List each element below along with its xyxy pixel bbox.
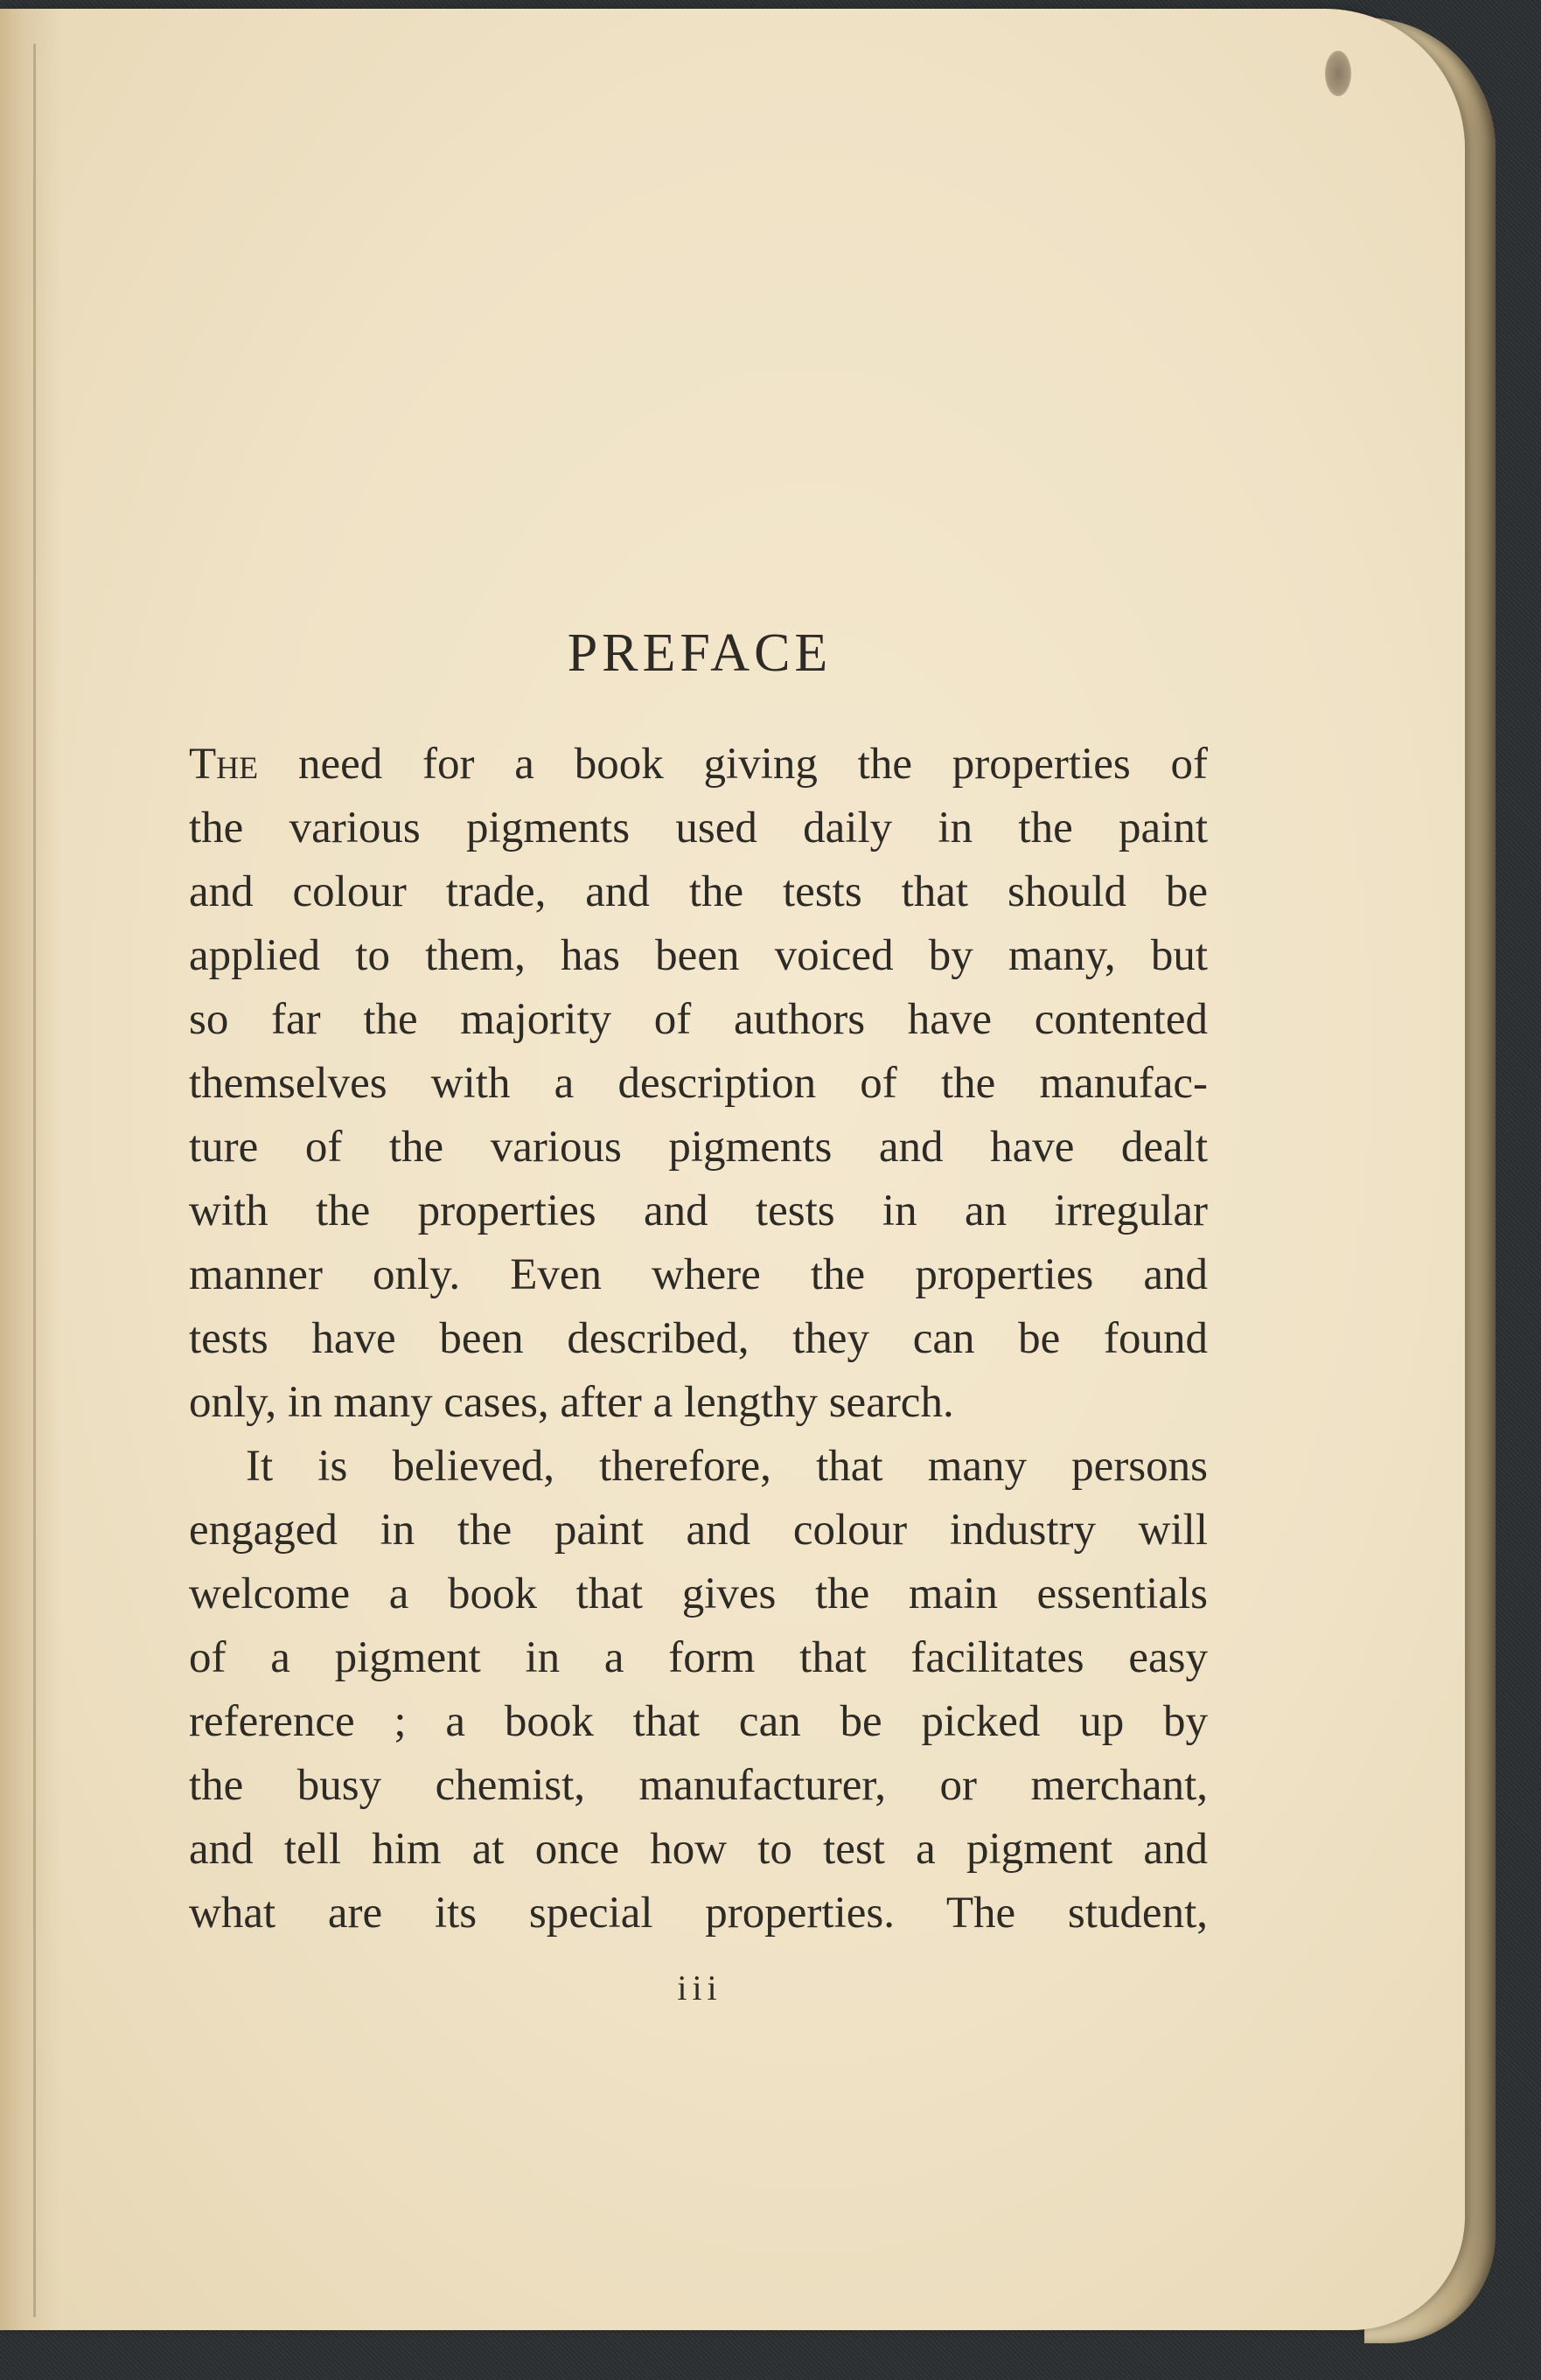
text-line: what are its special properties. The student, [189,1889,1208,1938]
heading-text: PREFACE [567,623,833,683]
text-line: the busy chemist, manufacturer, or merchant, [189,1761,1208,1810]
text-line: manner only. Even where the properties and [189,1250,1208,1299]
page-heading [0,623,1399,685]
first-word: The [189,740,259,789]
text-line: only, in many cases, after a lengthy search. [189,1378,954,1427]
text-line: applied to them, has been voiced by many, but [189,931,1208,980]
text-line: reference ; a book that can be picked up by [189,1697,1208,1746]
text-line: and tell him at once how to test a pigment and [189,1825,1208,1874]
text-line: welcome a book that gives the main essentials [189,1569,1208,1618]
text-line: ture of the various pigments and have dealt [189,1123,1208,1172]
text-line: and colour trade, and the tests that should be [189,867,1208,916]
text-line: tests have been described, they can be found [189,1314,1208,1363]
book-page [0,9,1465,2330]
text-line: with the properties and tests in an irregular [189,1187,1208,1235]
page-number: iii [677,1968,722,2008]
body-text [189,733,1208,1945]
text-line: engaged in the paint and colour industry will [189,1506,1208,1555]
text-line: themselves with a description of the manufac- [189,1059,1208,1108]
text-line: It is believed, therefore, that many persons [246,1442,1208,1491]
text-line: The need for a book giving the properties of [189,740,1208,789]
text-line: the various pigments used daily in the paint [189,804,1208,852]
text-line: so far the majority of authors have contented [189,995,1208,1044]
paper-blemish [1325,51,1351,96]
text-line: of a pigment in a form that facilitates easy [189,1633,1208,1682]
